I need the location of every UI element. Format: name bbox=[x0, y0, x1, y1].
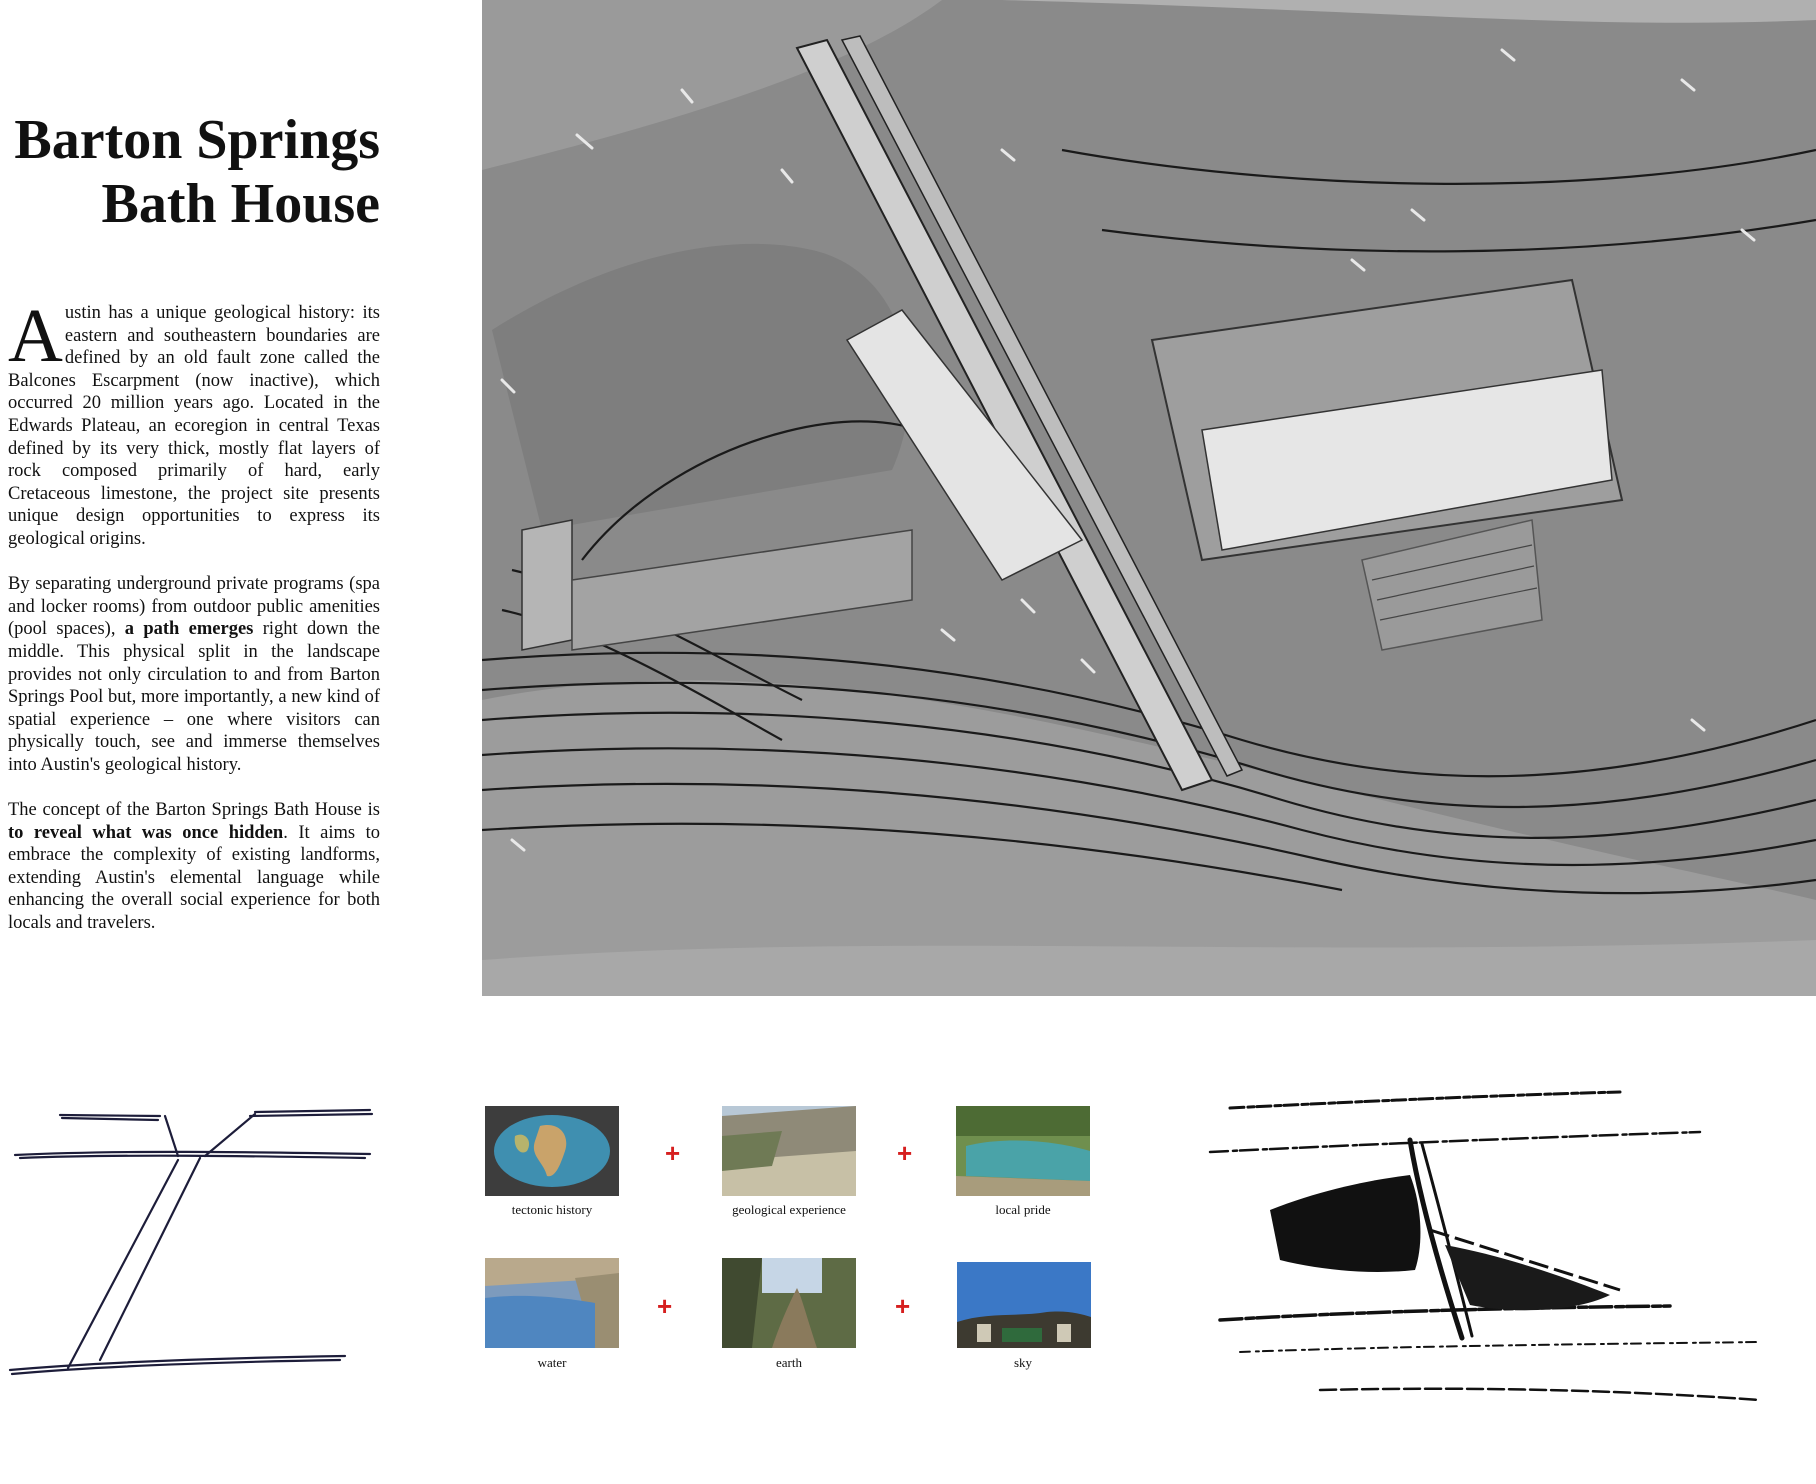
paragraph-3-emphasis: to reveal what was once hidden bbox=[8, 822, 284, 843]
paragraph-2-emphasis: a path emerges bbox=[124, 619, 254, 640]
title-line-1: Barton Springs bbox=[14, 109, 380, 171]
water-image bbox=[485, 1258, 619, 1348]
cliff-photo-icon bbox=[722, 1106, 856, 1196]
paragraph-3-text-a: The concept of the Barton Springs Bath House is bbox=[8, 800, 380, 821]
trail-photo-icon bbox=[722, 1258, 856, 1348]
site-model-photo bbox=[482, 0, 1816, 996]
paragraph-2-text-b: right down the middle. This physical split in the landscape provides not only circulation to and from Barton Springs Pool but, more importantly, a new kind of spatial experience – one where visitors can physically touch, see and immerse themselves into Austin's geological history. bbox=[8, 619, 380, 775]
plus-sign-3: + bbox=[657, 1291, 673, 1321]
line-sketch-left bbox=[0, 1090, 380, 1380]
sky-image bbox=[957, 1262, 1091, 1348]
title-line-2: Bath House bbox=[101, 173, 380, 235]
paragraph-2 bbox=[8, 573, 380, 776]
caption-water: water bbox=[537, 1355, 567, 1370]
caption-tectonic-history: tectonic history bbox=[511, 1202, 593, 1217]
paragraph-3-text-b: . It aims to embrace the complexity of existing landforms, extending Austin's elemental language while enhancing the overall social experience for both locals and travelers. bbox=[8, 822, 380, 934]
description-text bbox=[8, 294, 380, 957]
paragraph-3 bbox=[8, 799, 380, 935]
caption-earth: earth bbox=[776, 1355, 802, 1370]
river-photo-icon bbox=[485, 1258, 619, 1348]
site-model-drawing bbox=[482, 0, 1816, 996]
caption-local-pride: local pride bbox=[995, 1202, 1051, 1217]
earth-image bbox=[722, 1258, 856, 1348]
page-title bbox=[0, 108, 380, 236]
pool-photo-icon bbox=[956, 1106, 1090, 1196]
line-sketch-drawing bbox=[0, 1090, 380, 1380]
tectonic-history-image bbox=[485, 1106, 619, 1196]
caption-sky: sky bbox=[1013, 1355, 1033, 1370]
sky-photo-icon bbox=[957, 1262, 1091, 1348]
paragraph-1-text: ustin has a unique geological history: its eastern and southeastern boundaries are defined by an old fault zone called the Balcones Escarpment (now inactive), which occurred 20 million years ago. Located in the Edwards Plateau, an ecoregion in central Texas defined by its very thick, mostly flat layers of rock composed primarily of hard, early Cretaceous limestone, the project site presents unique design opportunities to express its geological origins. bbox=[8, 303, 380, 549]
geological-experience-image bbox=[722, 1106, 856, 1196]
globe-map-icon bbox=[485, 1106, 619, 1196]
paragraph-2-text-a: By separating underground private programs (spa and locker rooms) from outdoor public amenities (pool spaces), bbox=[8, 574, 380, 640]
charcoal-sketch-drawing bbox=[1200, 1080, 1780, 1410]
caption-geological-experience: geological experience bbox=[732, 1202, 846, 1217]
plus-sign-2: + bbox=[897, 1138, 913, 1168]
drop-cap: A bbox=[8, 294, 63, 378]
local-pride-image bbox=[956, 1106, 1090, 1196]
plus-sign-1: + bbox=[665, 1138, 681, 1168]
paragraph-1 bbox=[8, 294, 380, 551]
charcoal-sketch-right bbox=[1200, 1080, 1780, 1410]
plus-sign-4: + bbox=[895, 1291, 911, 1321]
